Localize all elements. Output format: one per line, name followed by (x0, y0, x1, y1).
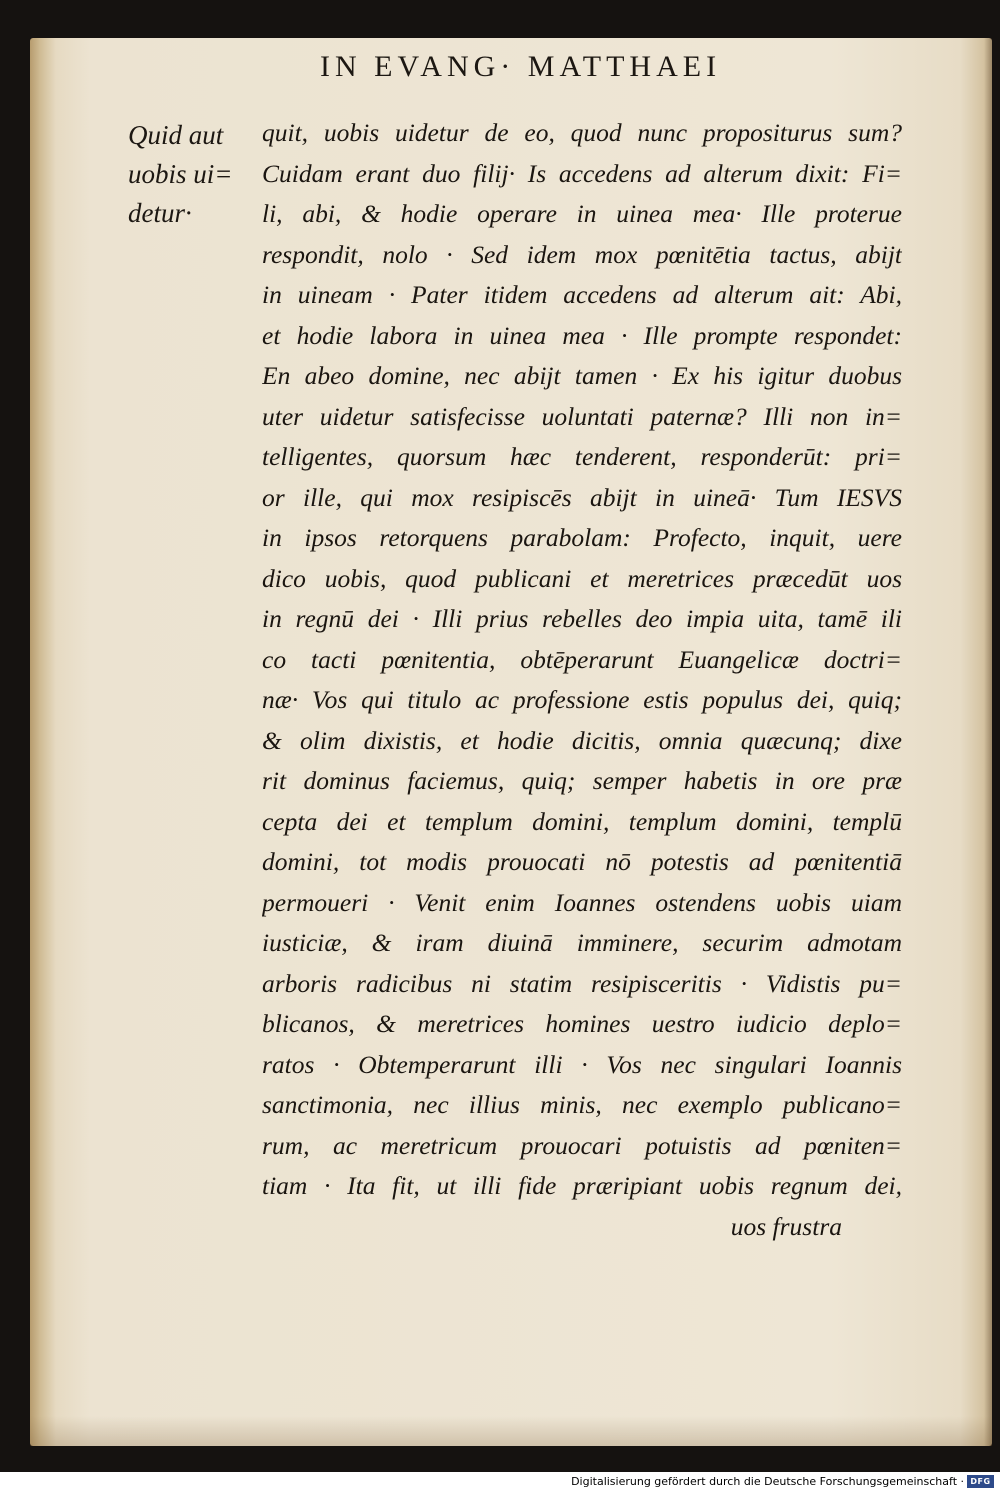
text-line: tiam · Ita fit, ut illi fide præripiant uobis regnum dei, (262, 1171, 902, 1200)
text-line: sanctimonia, nec illius minis, nec exemplo publicano= (262, 1090, 902, 1119)
catchword: uos frustra (730, 1211, 842, 1241)
text-line: et hodie labora in uinea mea · Ille prompte respondet: (262, 320, 902, 350)
text-line: telligentes, quorsum hæc tenderent, responderūt: pri= (262, 442, 902, 471)
text-line: or ille, qui mox resipiscēs abijt in uineā· Tum IESVS (262, 482, 902, 512)
footer-bar (0, 1472, 1000, 1491)
margin-note (128, 116, 258, 233)
footer-credit: Digitalisierung gefördert durch die Deutsche Forschungsgemeinschaft · (571, 1475, 964, 1488)
text-line: co tacti pœnitentia, obtēperarunt Euangelicæ doctri= (262, 644, 902, 674)
text-line: En abeo domine, nec abijt tamen · Ex his igitur duobus (262, 361, 902, 390)
text-line: næ· Vos qui titulo ac professione estis populus dei, quiq; (262, 685, 902, 714)
text-line: domini, tot modis prouocati nō potestis ad pœnitentiā (262, 847, 902, 876)
text-line: Cuidam erant duo filij· Is accedens ad alterum dixit: Fi= (262, 158, 902, 188)
text-line: li, abi, & hodie operare in uinea mea· Ille proterue (262, 199, 902, 228)
text-line: in uineam · Pater itidem accedens ad alterum ait: Abi, (262, 280, 902, 309)
dfg-logo-icon: DFG (967, 1475, 994, 1488)
text-line: permoueri · Venit enim Ioannes ostendens uobis uiam (262, 887, 902, 917)
text-line: quit, uobis uidetur de eo, quod nunc propositurus sum? (262, 118, 902, 147)
text-line: rit dominus faciemus, quiq; semper habetis in ore præ (262, 766, 902, 795)
text-line: blicanos, & meretrices homines uestro iudicio deplo= (262, 1009, 902, 1038)
page-bottom-stain (30, 1416, 992, 1446)
text-line: respondit, nolo · Sed idem mox pœnitētia tactus, abijt (262, 239, 902, 269)
margin-note-line: Quid aut (128, 120, 224, 150)
text-line: in regnū dei · Illi prius rebelles deo impia uita, tamē ili (262, 604, 902, 633)
text-line: ratos · Obtemperarunt illi · Vos nec singulari Ioannis (262, 1049, 902, 1079)
text-line: arboris radicibus ni statim resipisceritis · Vidistis pu= (262, 968, 902, 998)
text-line: & olim dixistis, et hodie dicitis, omnia quæcunq; dixe (262, 725, 902, 755)
text-line: in ipsos retorquens parabolam: Profecto, inquit, uere (262, 523, 902, 552)
text-line: uter uidetur satisfecisse uoluntati paternæ? Illi non in= (262, 401, 902, 431)
running-title: IN EVANG· MATTHAEI (320, 50, 722, 83)
text-line: dico uobis, quod publicani et meretrices præcedūt uos (262, 563, 902, 593)
text-line: cepta dei et templum domini, templum domini, templū (262, 806, 902, 836)
margin-note-line: uobis ui= (128, 159, 233, 189)
margin-note-line: detur· (128, 198, 192, 228)
text-line: iusticiæ, & iram diuinā imminere, securim admotam (262, 928, 902, 957)
text-line: rum, ac meretricum prouocari potuistis ad pœniten= (262, 1130, 902, 1160)
body-text (262, 113, 902, 1247)
page-edge-shadow (984, 38, 992, 1446)
